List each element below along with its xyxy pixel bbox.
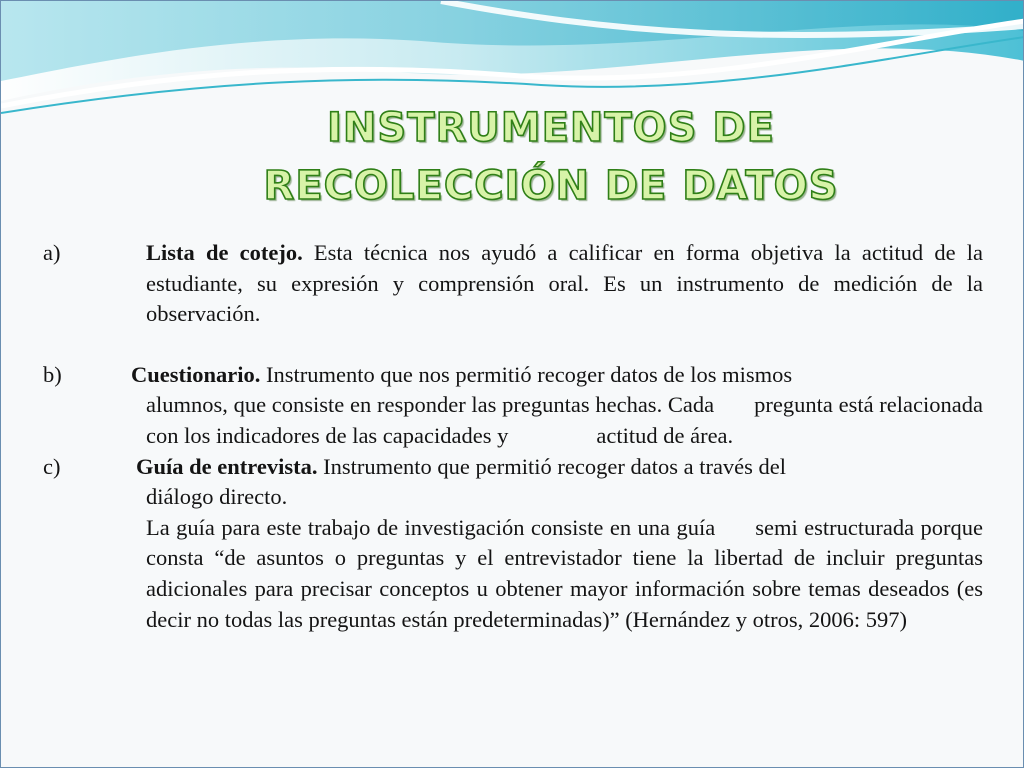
item-paragraph [131, 360, 983, 452]
slide-title [241, 99, 861, 215]
item-marker: a) [43, 240, 61, 265]
content-body [43, 238, 983, 635]
item-text: actitud de área. [596, 422, 734, 448]
list-item [43, 238, 983, 330]
item-text: diálogo directo. [146, 484, 288, 510]
item-text: Esta técnica nos ayudó a calificar en forma objetiva la actitud de la estudiante, su expresión y comprensión oral. Es un instrumento de medición de la observación. [146, 240, 983, 327]
item-marker: b) [43, 361, 62, 387]
list-item [43, 452, 983, 636]
item-text: La guía para este trabajo de investigación consiste en una guía [146, 514, 716, 540]
item-term: Guía de entrevista. [136, 453, 318, 479]
item-term: Lista de cotejo. [146, 240, 303, 265]
item-text: pregunta está relacionada con los indicadores de las capacidades y [146, 392, 983, 448]
title-line-1: INSTRUMENTOS DE [327, 105, 775, 151]
item-marker: c) [43, 453, 61, 479]
list-item [43, 360, 983, 452]
item-text: Instrumento que nos permitió recoger datos de los mismos [260, 361, 793, 387]
item-text: alumnos, que consiste en responder las preguntas hechas. Cada [146, 392, 715, 418]
item-paragraph [146, 513, 983, 635]
item-paragraph [146, 238, 983, 330]
item-text: Instrumento que permitió recoger datos a través del [317, 453, 787, 479]
item-text: semi estructurada porque consta “de asuntos o preguntas y el entrevistador tiene la libertad de incluir preguntas adicionales para precisar conceptos u obtener mayor información sobre temas deseados (es decir no todas las preguntas están predeterminadas)” (Hernández y otros, 2006: 597) [146, 514, 983, 632]
item-paragraph [136, 452, 983, 513]
title-line-2: RECOLECCIÓN DE DATOS [263, 163, 839, 209]
item-term: Cuestionario. [131, 361, 261, 387]
